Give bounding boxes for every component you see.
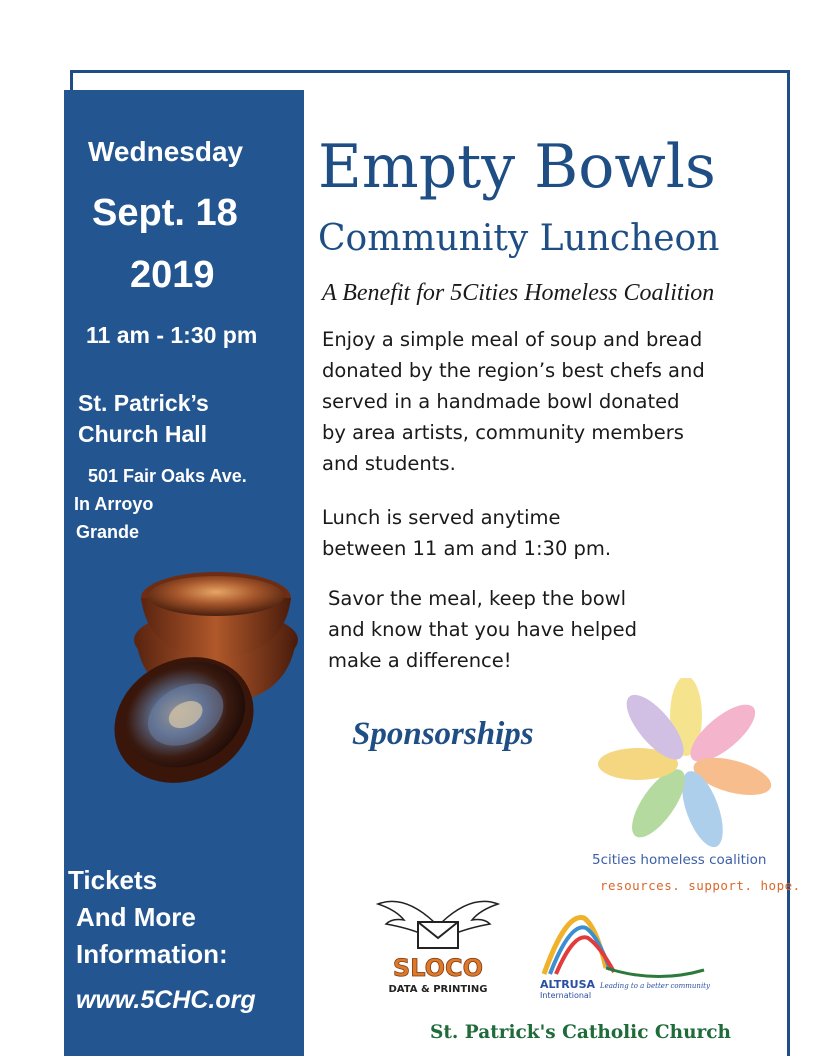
website-link[interactable]: www.5CHC.org (76, 986, 256, 1014)
event-year: 2019 (130, 254, 215, 296)
bowls-photo (104, 560, 304, 800)
sloco-name: SLOCO (392, 954, 484, 982)
altrusa-logo (536, 908, 712, 1004)
event-title: Empty Bowls (318, 132, 716, 202)
tickets-line-3: Information: (76, 939, 228, 969)
closing-paragraph (328, 583, 637, 676)
event-venue (78, 388, 209, 450)
address-line-2: In Arroyo (74, 494, 154, 514)
description-line: and students. (322, 452, 456, 475)
coalition-name: 5cities homeless coalition (592, 852, 767, 868)
closing-line: Savor the meal, keep the bowl (328, 587, 627, 610)
description-line: served in a handmade bowl donated (322, 390, 680, 413)
tickets-line-1: Tickets (68, 865, 158, 895)
venue-line-2: Church Hall (78, 421, 208, 447)
coalition-hands-logo (598, 678, 774, 848)
tickets-line-2: And More (76, 902, 196, 932)
address-line-3: Grande (76, 522, 140, 542)
closing-line: make a difference! (328, 649, 512, 672)
event-info-sidebar (64, 90, 304, 1056)
event-time: 11 am - 1:30 pm (86, 322, 258, 348)
event-date: Sept. 18 (92, 192, 238, 234)
lunch-time-line: Lunch is served anytime (322, 506, 561, 529)
event-day: Wednesday (88, 136, 244, 167)
altrusa-international: International (540, 991, 592, 1000)
church-name: St. Patrick's Catholic Church (430, 1022, 732, 1043)
description-line: donated by the region’s best chefs and (322, 359, 705, 382)
event-address (74, 462, 247, 546)
address-line-1: 501 Fair Oaks Ave. (88, 466, 247, 486)
altrusa-tagline: Leading to a better community (600, 982, 710, 990)
lunch-time-paragraph (322, 502, 611, 564)
tickets-info (68, 862, 228, 973)
altrusa-name: ALTRUSA (540, 978, 596, 991)
description-line: Enjoy a simple meal of soup and bread (322, 328, 703, 351)
coalition-tagline: resources. support. hope. (600, 878, 801, 893)
venue-line-1: St. Patrick’s (78, 390, 209, 416)
lunch-time-line: between 11 am and 1:30 pm. (322, 537, 612, 560)
sloco-logo (374, 892, 502, 1002)
description-paragraph (322, 324, 705, 479)
description-line: by area artists, community members (322, 421, 684, 444)
benefit-line: A Benefit for 5Cities Homeless Coalition (322, 280, 715, 306)
closing-line: and know that you have helped (328, 618, 638, 641)
sloco-subtitle: DATA & PRINTING (388, 984, 488, 995)
sponsorships-heading: Sponsorships (352, 716, 534, 752)
event-subtitle: Community Luncheon (318, 218, 720, 259)
